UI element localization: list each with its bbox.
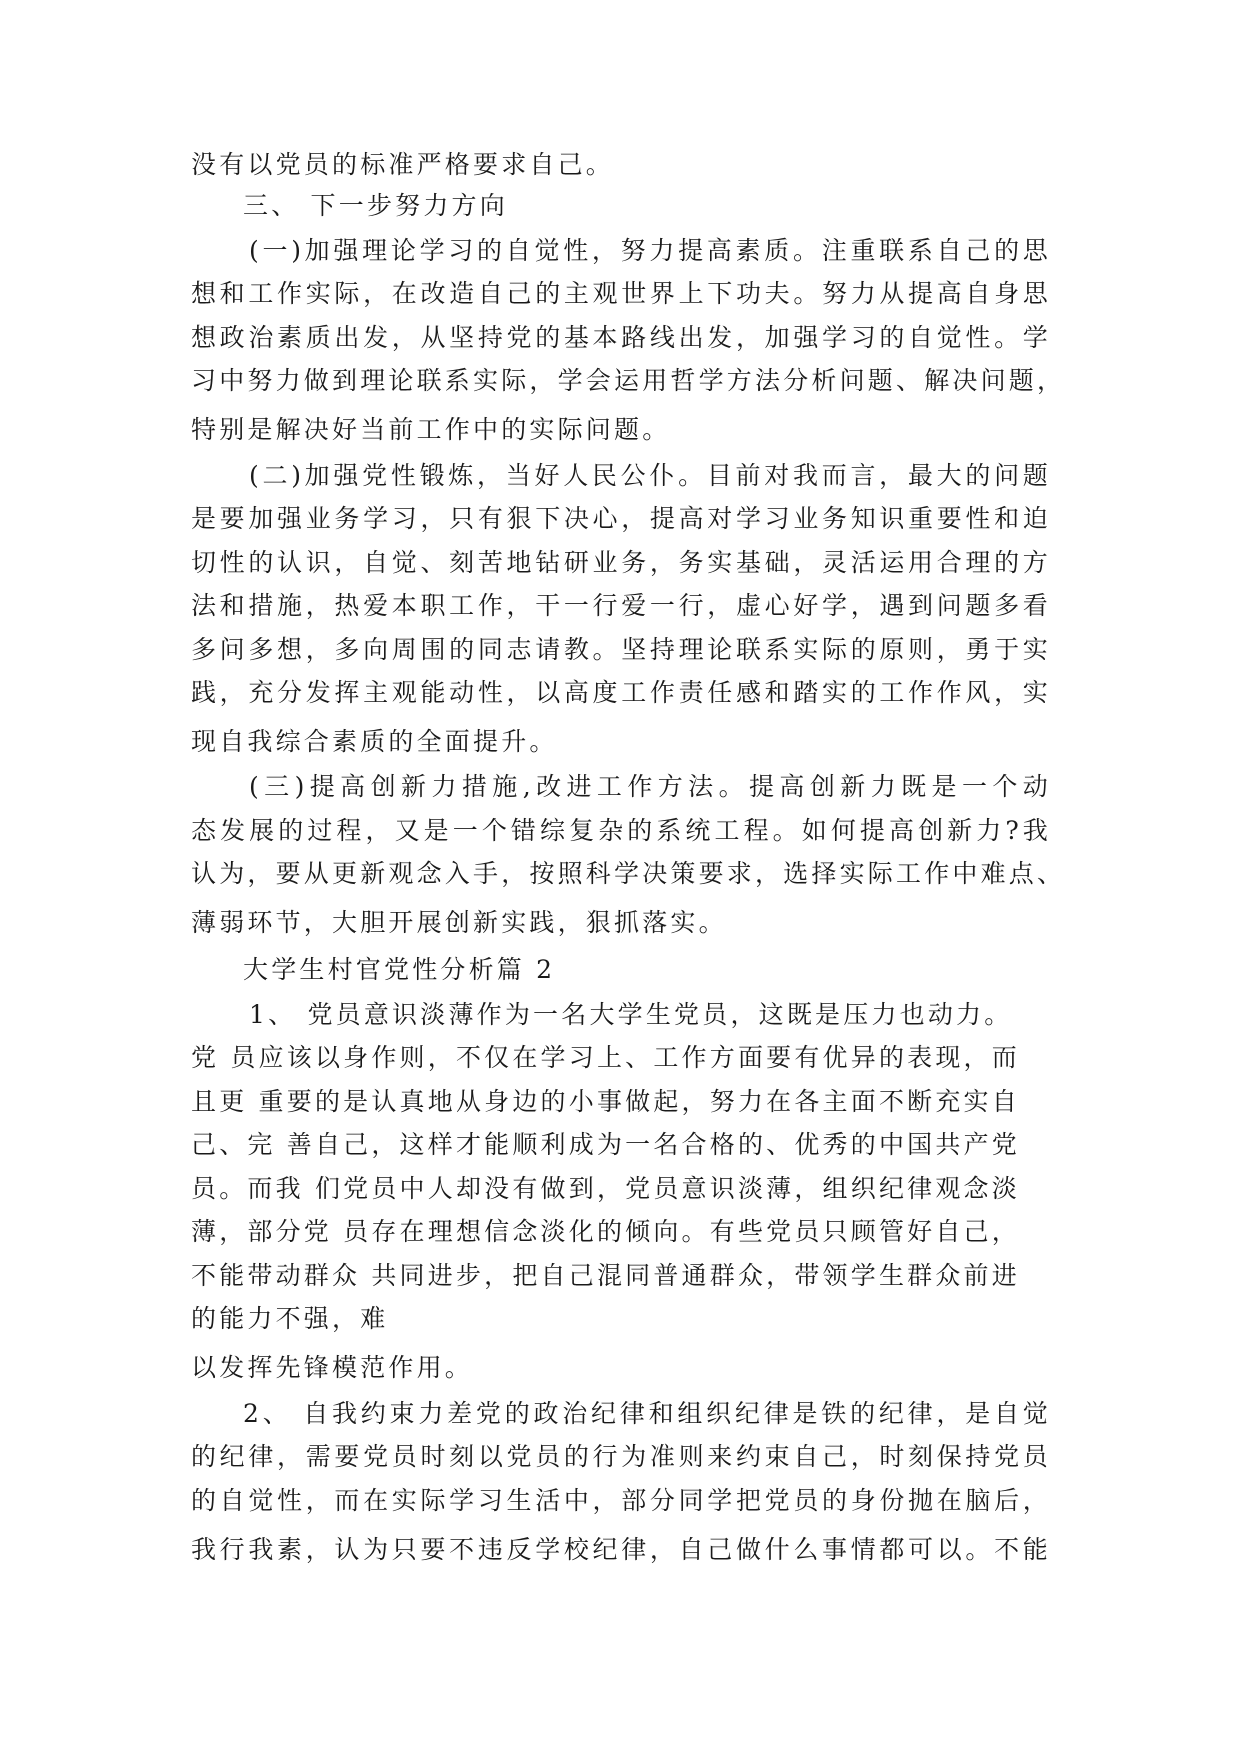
text-line: 薄弱环节，大胆开展创新实践，狠抓落实。 [191,908,727,937]
text-line: 现自我综合素质的全面提升。 [191,727,558,756]
text-line: 不能带动群众 共同进步，把自己混同普通群众，带领学生群众前进 [191,1261,1020,1290]
text-line: 的能力不强，难 [191,1304,389,1333]
text-line: 员。而我 们党员中人却没有做到，党员意识淡薄，组织纪律观念淡 [191,1174,1020,1203]
text-line: 薄，部分党 员存在理想信念淡化的倾向。有些党员只顾管好自己， [191,1217,1020,1246]
text-line: 认为，要从更新观念入手，按照科学决策要求，选择实际工作中难点、 [191,859,1066,888]
text-line: 2、 自我约束力差党的政治纪律和组织纪律是铁的纪律，是自觉 [243,1399,1051,1428]
text-line: 特别是解决好当前工作中的实际问题。 [191,415,671,444]
text-line: 是要加强业务学习，只有狠下决心，提高对学习业务知识重要性和迫 [191,504,1051,533]
text-line: 我行我素，认为只要不违反学校纪律，自己做什么事情都可以。不能 [191,1535,1051,1564]
text-line: 的纪律，需要党员时刻以党员的行为准则来约束自己，时刻保持党员 [191,1442,1051,1471]
text-line: 1、 党员意识淡薄作为一名大学生党员，这既是压力也动力。 [249,1000,1013,1029]
text-line: 想政治素质出发，从坚持党的基本路线出发，加强学习的自觉性。学 [191,323,1051,352]
text-line: 切性的认识，自觉、刻苦地钻研业务，务实基础，灵活运用合理的方 [191,548,1051,577]
text-line: 且更 重要的是认真地从身边的小事做起，努力在各主面不断充实自 [191,1087,1020,1116]
text-line: (一)加强理论学习的自觉性，努力提高素质。注重联系自己的思 [249,236,1051,265]
article-subtitle: 大学生村官党性分析篇 2 [243,955,556,984]
text-line: 己、完 善自己，这样才能顺利成为一名合格的、优秀的中国共产党 [191,1130,1020,1159]
text-line: 以发挥先锋模范作用。 [191,1353,474,1382]
text-line: 多问多想，多向周围的同志请教。坚持理论联系实际的原则，勇于实 [191,635,1051,664]
text-line: 态发展的过程，又是一个错综复杂的系统工程。如何提高创新力?我 [191,816,1051,845]
text-line: (二)加强党性锻炼，当好人民公仆。目前对我而言，最大的问题 [249,461,1051,490]
text-line: 想和工作实际，在改造自己的主观世界上下功夫。努力从提高自身思 [191,279,1051,308]
text-line: 法和措施，热爱本职工作，干一行爱一行，虚心好学，遇到问题多看 [191,591,1051,620]
text-line: 践，充分发挥主观能动性，以高度工作责任感和踏实的工作作风，实 [191,678,1051,707]
text-line: 的自觉性，而在实际学习生活中，部分同学把党员的身份抛在脑后， [191,1486,1051,1515]
text-line: (三)提高创新力措施,改进工作方法。提高创新力既是一个动 [249,772,1051,801]
text-line: 习中努力做到理论联系实际，学会运用哲学方法分析问题、解决问题， [191,366,1066,395]
text-line: 党 员应该以身作则，不仅在学习上、工作方面要有优异的表现，而 [191,1043,1020,1072]
text-line: 没有以党员的标准严格要求自己。 [191,150,615,179]
section-heading: 三、 下一步努力方向 [243,191,508,220]
